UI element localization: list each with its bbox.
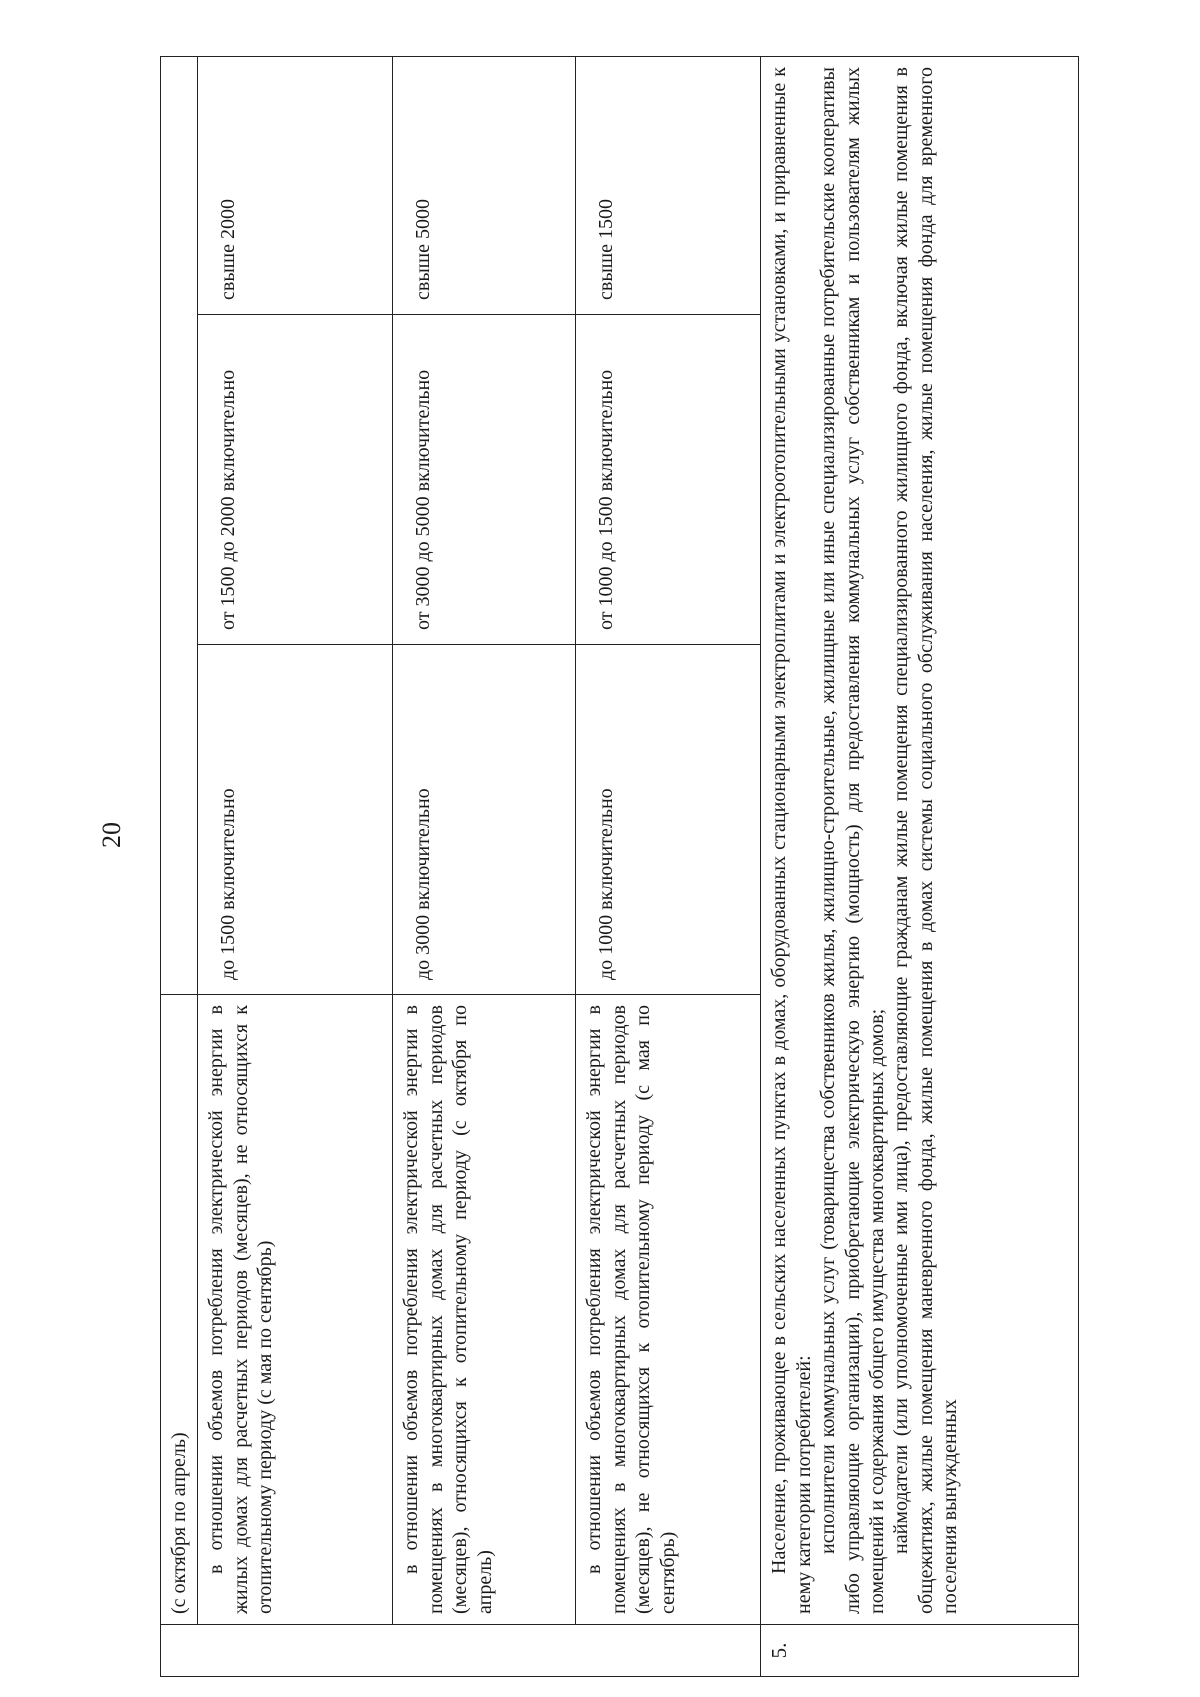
range-cell-2: от 1500 до 2000 включительно: [198, 315, 393, 645]
row-description: в отношении объемов потребления электрической энергии в жилых домах для расчетных периодов (месяцев), не относящихся к отопительному периоду (с мая по сентябрь): [198, 995, 393, 1625]
table-row: [393, 57, 576, 1677]
item-5-paragraph: Население, проживающее в сельских населенных пунктах в домах, оборудованных стационарными электроплитами и электроотопительными установками, и приравненные к нему категории потребителей:: [768, 67, 815, 1614]
table-row: [198, 57, 393, 1677]
empty-cell: [161, 57, 198, 995]
range-cell-3: свыше 5000: [393, 57, 576, 315]
table-row: [576, 57, 761, 1677]
item-number: 5.: [761, 1625, 1079, 1677]
range-cell-1: до 1500 включительно: [198, 645, 393, 995]
range-cell-2: от 1000 до 1500 включительно: [576, 315, 761, 645]
row-description: в отношении объемов потребления электрической энергии в помещениях в многоквартирных домах для расчетных периодов (месяцев), не относящихся к отопительному периоду (с мая по сентябрь): [576, 995, 761, 1625]
range-cell-3: свыше 2000: [198, 57, 393, 315]
item-5-paragraph: исполнители коммунальных услуг (товарищества собственников жилья, жилищно-строительные, жилищные или иные специализированные потребительские кооперативы либо управляющие организации), приобретающие электрическую энергию (мощность) для предоставления коммунальных услуг собственникам и пользователям жилых помещений и содержания общего имущества многоквартирных домов;: [817, 67, 888, 1614]
number-cell-empty: [161, 1625, 761, 1677]
range-cell-2: от 3000 до 5000 включительно: [393, 315, 576, 645]
page-number: 20: [97, 822, 126, 848]
item-5-paragraph: наймодатели (или уполномоченные ими лица), предоставляющие гражданам жилые помещения специализированного жилищного фонда, включая жилые помещения в общежитиях, жилые помещения маневренного фонда, жилые помещения в домах системы социального обслуживания населения, жилые помещения фонда для временного поселения вынужденных: [890, 67, 962, 1614]
rotated-page-container: [160, 57, 1088, 1677]
range-cell-1: до 3000 включительно: [393, 645, 576, 995]
row-description: в отношении объемов потребления электрической энергии в помещениях в многоквартирных домах для расчетных периодов (месяцев), относящихся к отопительному периоду (с октября по апрель): [393, 995, 576, 1625]
tariff-table: [160, 56, 1079, 1677]
item-5-text: [761, 57, 1079, 1625]
table-row-item-5: [761, 57, 1079, 1677]
table-row-continuation: [161, 57, 198, 1677]
range-cell-3: свыше 1500: [576, 57, 761, 315]
landscape-table-area: [160, 57, 1088, 1677]
range-cell-1: до 1000 включительно: [576, 645, 761, 995]
continuation-text: (с октября по апрель): [161, 995, 198, 1625]
